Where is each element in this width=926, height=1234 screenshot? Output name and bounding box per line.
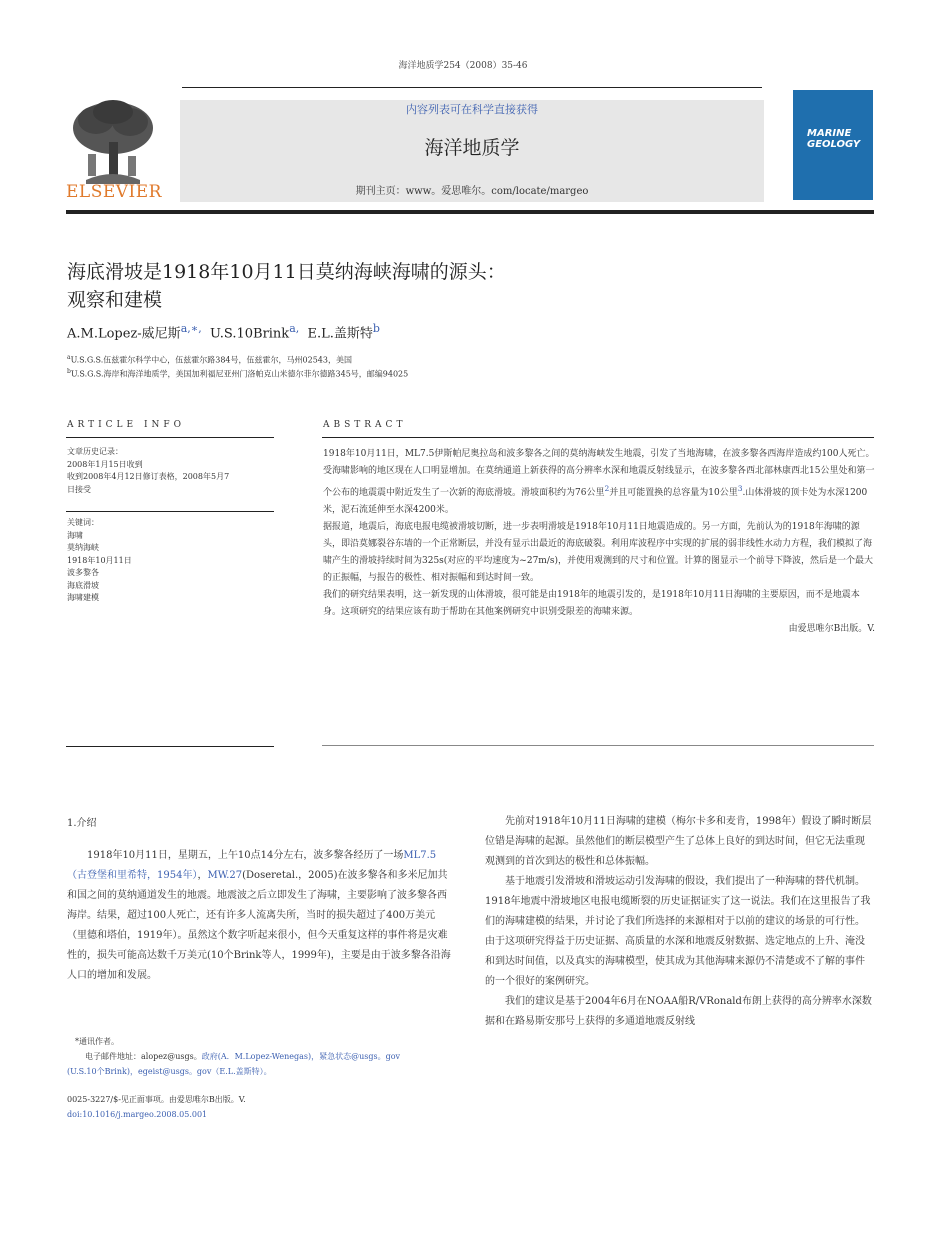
keywords-block: 关键词： 海啸 莫纳海峡 1918年10月11日 波多黎各 海底滑坡 海啸建模 bbox=[67, 517, 277, 605]
citation-link[interactable]: MW.27 bbox=[207, 870, 243, 881]
doi-link[interactable]: doi:10.1016/j.margeo.2008.05.001 bbox=[67, 1110, 208, 1119]
section-heading: 1.介绍 bbox=[67, 818, 97, 829]
keyword: 波多黎各 bbox=[67, 568, 99, 577]
body-paragraph: 我们的建议是基于2004年6月在NOAA船R/VRonald布朗上获得的高分辨率水深数据和在路易斯安那号上获得的多通道地震反射线 bbox=[485, 996, 872, 1027]
author-name[interactable]: U.S.10Brink bbox=[210, 326, 290, 342]
email-link[interactable]: egeist@usgs。gov（E.L.盖斯特）。 bbox=[137, 1067, 272, 1076]
keyword: 海啸建模 bbox=[67, 593, 99, 602]
email-link[interactable]: (U.S.10个Brink)， bbox=[67, 1067, 138, 1076]
body-right-column bbox=[485, 812, 873, 1032]
article-info-rule bbox=[66, 437, 274, 438]
affiliation-a: $^a$U.S.G.S.伍兹霍尔科学中心，伍兹霍尔路384号，伍兹霍尔，马州02543，美国 bbox=[67, 354, 352, 365]
author-sup[interactable]: b bbox=[372, 322, 380, 335]
cover-title: MARINE GEOLOGY bbox=[807, 128, 861, 150]
author-sup[interactable]: a, bbox=[289, 322, 300, 335]
contents-link[interactable]: 内容列表可在科学直接获得 bbox=[406, 103, 538, 116]
email-line: 电子邮件地址：alopez@usgs。政府(A．M.Lopez-Wenegas)，紧急状态@usgs。gov bbox=[85, 1052, 401, 1061]
issn-line: 0025-3227/$-见正面事项。由爱思唯尔B出版。V. bbox=[67, 1095, 246, 1104]
top-rule bbox=[182, 87, 762, 88]
journal-title: 海洋地质学 bbox=[424, 137, 520, 159]
header-thick-rule bbox=[66, 210, 874, 214]
footnotes bbox=[67, 1034, 457, 1079]
keyword: 海啸 bbox=[67, 530, 83, 540]
body-paragraph: 基于地震引发滑坡和滑坡运动引发海啸的假设，我们提出了一种海啸的替代机制。1918年地震中滑坡地区电报电缆断裂的历史证据证实了这一说法。我们在这里报告了我们的海啸建模的结果，并讨论了我们所选择的来源相对于以前的建议的场景的可行性。由于这项研究得益于历史证据、高质量的水深和地震反射数据、选定地点的上升、淹没和到达时间值，以及真实的海啸模型，使其成为其他海啸来源仍不清楚或不了解的事件的一个很好的案例研究。 bbox=[485, 876, 871, 987]
abstract-body bbox=[323, 446, 875, 638]
body-left-column bbox=[67, 846, 451, 986]
running-head: 海洋地质学254（2008）35-46 bbox=[398, 61, 528, 71]
article-info-heading: ARTICLE INFO bbox=[67, 420, 186, 430]
body-paragraph: 先前对1918年10月11日海啸的建模（梅尔卡多和麦肯，1998年）假设了瞬时断层位错是海啸的起源。虽然他们的断层模型产生了总体上良好的到达时间，但它无法重现观测到的首次到达的极性和总体振幅。 bbox=[485, 816, 872, 867]
article-info-bottom-rule bbox=[66, 746, 274, 747]
affiliation-b: $^b$U.S.G.S.海岸和海洋地质学，美国加利福尼亚州门洛帕克山米德尔菲尔德路345号，邮编94025 bbox=[67, 368, 409, 379]
journal-homepage[interactable]: 期刊主页：www。爱思唯尔。com/locate/margeo bbox=[355, 186, 589, 197]
body-paragraph: 1918年10月11日，星期五，上午10点14分左右，波多黎各经历了一场ML7.5（古登堡和里希特，1954年），MW.27(Doseretal.，2005)在波多黎各和多米尼加共和国之间的莫纳通道发生的地震。地震波之后立即发生了海啸，主要影响了波多黎各西海岸。结果，超过100人死亡，还有许多人流离失所，当时的损失超过了400万美元（里德和塔伯，1919年）。虽然这个数字听起来很小，但今天重复这样的事件将是灾难性的，损失可能高达数千万美元(10个Brink等人，1999年)，主要是由于波多黎各沿海人口的增加和发展。 bbox=[67, 850, 451, 981]
abstract-paragraph: 1918年10月11日，ML7.5伊斯帕尼奥拉岛和波多黎各之间的莫纳海峡发生地震，引发了当地海啸，在波多黎各西海岸造成约100人死亡。受海啸影响的地区现在人口明显增加。在莫纳通道上新获得的高分辨率水深和地震反射线显示，在波多黎各西北部林康西北15公里处和第一个公布的地震震中附近发生了一次新的海底滑坡。滑坡面积约为76公里$^2$并且可能置换的总容量为10公里$^3$.山体滑坡的顶卡处为水深1200米，泥石流延伸至水深4200米。 bbox=[323, 449, 875, 515]
publisher-wordmark: ELSEVIER bbox=[66, 182, 162, 202]
keyword: 海底滑坡 bbox=[67, 580, 99, 590]
abstract-paragraph: 我们的研究结果表明，这一新发现的山体滑坡，很可能是由1918年的地震引发的，是1918年10月11日海啸的主要原因，而不是地震本身。这项研究的结果应该有助于帮助在其他案例研究中识别受限差的海啸来源。 bbox=[323, 590, 860, 617]
publication-info bbox=[67, 1092, 457, 1122]
article-history: 文章历史记录： 2008年1月15日收到 收到2008年4月12日修订表格，2008年5月7 日接受 bbox=[67, 447, 230, 494]
keyword: 1918年10月11日 bbox=[67, 555, 132, 565]
abstract-publisher-line: 由爱思唯尔B出版。V. bbox=[788, 624, 875, 634]
journal-cover-image bbox=[793, 90, 873, 200]
author-sup[interactable]: a,∗, bbox=[180, 322, 202, 335]
author-name[interactable]: E.L.盖斯特 bbox=[307, 326, 373, 342]
article-title: 海底滑坡是1918年10月11日莫纳海峡海啸的源头： 观察和建模 bbox=[67, 261, 506, 311]
abstract-heading: ABSTRACT bbox=[323, 420, 407, 430]
abstract-bottom-rule bbox=[322, 745, 874, 746]
keyword: 莫纳海峡 bbox=[67, 543, 99, 552]
keywords-rule bbox=[66, 511, 274, 512]
author-list bbox=[67, 322, 380, 341]
abstract-paragraph: 据报道，地震后，海底电报电缆被滑坡切断，进一步表明滑坡是1918年10月11日地震造成的。另一方面，先前认为的1918年海啸的源头，即沿莫娜裂谷东墙的一个正常断层，并没有显示出最近的海底破裂。利用库波程序中实现的扩展的弱非线性水动力方程，我们模拟了海啸产生的滑坡持续时间为325s(对应的平均速度为~27m/s)，并使用观测到的尺寸和位置。计算的图显示一个前导下降波，然后是一个最大的正振幅，与报告的极性、相对振幅和到达时间一致。 bbox=[323, 522, 874, 583]
author-name[interactable]: A.M.Lopez-威尼斯 bbox=[67, 326, 181, 342]
corresponding-author-note: *通讯作者。 bbox=[75, 1037, 119, 1046]
citation-link[interactable]: ML7.5（古登堡和里希特，1954年） bbox=[67, 850, 437, 881]
elsevier-logo bbox=[66, 98, 160, 203]
abstract-rule bbox=[322, 437, 874, 438]
email-link[interactable]: 政府(A．M.Lopez-Wenegas)，紧急状态@usgs。gov bbox=[201, 1052, 401, 1061]
email-line-2 bbox=[67, 1064, 457, 1079]
